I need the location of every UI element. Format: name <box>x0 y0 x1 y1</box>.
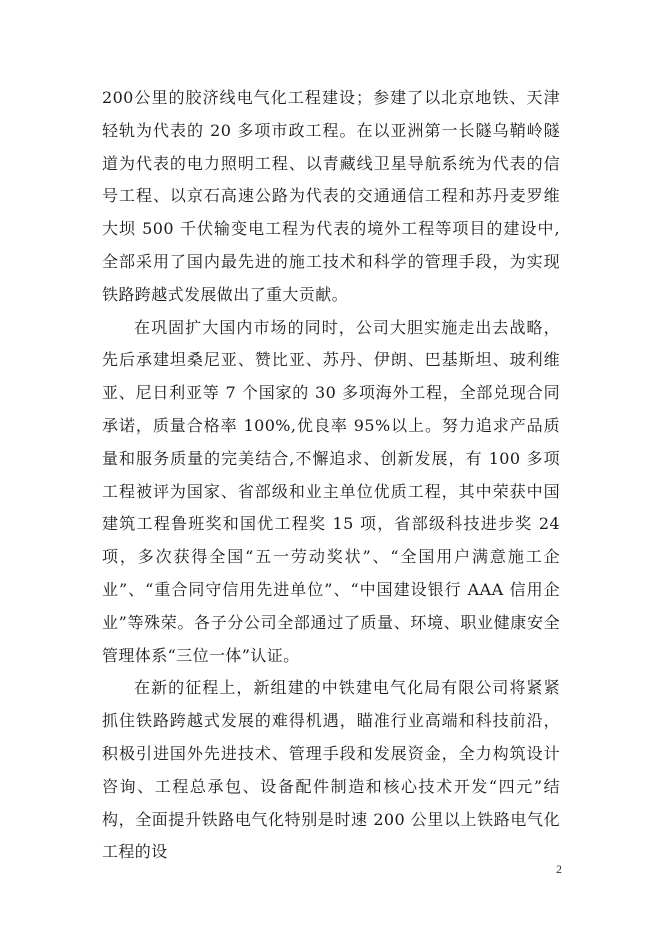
paragraph-new-journey: 在新的征程上，新组建的中铁建电气化局有限公司将紧紧抓住铁路跨越式发展的难得机遇，瞄准行业高端和科技前沿，积极引进国外先进技术、管理手段和发展资金，全力构筑设计咨询、工程总承包、设备配件制造和核心技术开发“四元”结构，全面提升铁路电气化特别是时速 200 公里以上铁路电气化工程的设 <box>102 678 560 862</box>
paragraph-overseas-market: 在巩固扩大国内市场的同时，公司大胆实施走出去战略，先后承建坦桑尼亚、赞比亚、苏丹、伊朗、巴基斯坦、玻利维亚、尼日利亚等 7 个国家的 30 多项海外工程，全部兑现合同承诺，质量合格率 100%,优良率 95%以上。努力追求产品质量和服务质量的完美结合,不懈追求、创新发展，有 100 多项工程被评为国家、省部级和业主单位优质工程，其中荣获中国建筑工程鲁班奖和国优工程奖 15 项，省部级科技进步奖 24 项，多次获得全国“五一劳动奖状”、“全国用户满意施工企业”、“重合同守信用先进单位”、“中国建设银行 AAA 信用企业”等殊荣。各子分公司全部通过了质量、环境、职业健康安全管理体系“三位一体”认证。 <box>102 317 560 665</box>
paragraph-continued: 200公里的胶济线电气化工程建设；参建了以北京地铁、天津轻轨为代表的 20 多项市政工程。在以亚洲第一长隧乌鞘岭隧道为代表的电力照明工程、以青藏线卫星导航系统为代表的信号工程、以京石高速公路为代表的交通通信工程和苏丹麦罗维大坝 500 千伏输变电工程为代表的境外工程等项目的建设中,全部采用了国内最先进的施工技术和科学的管理手段，为实现铁路跨越式发展做出了重大贡献。 <box>102 88 560 304</box>
document-body <box>102 82 560 869</box>
page-number: 2 <box>556 862 562 876</box>
